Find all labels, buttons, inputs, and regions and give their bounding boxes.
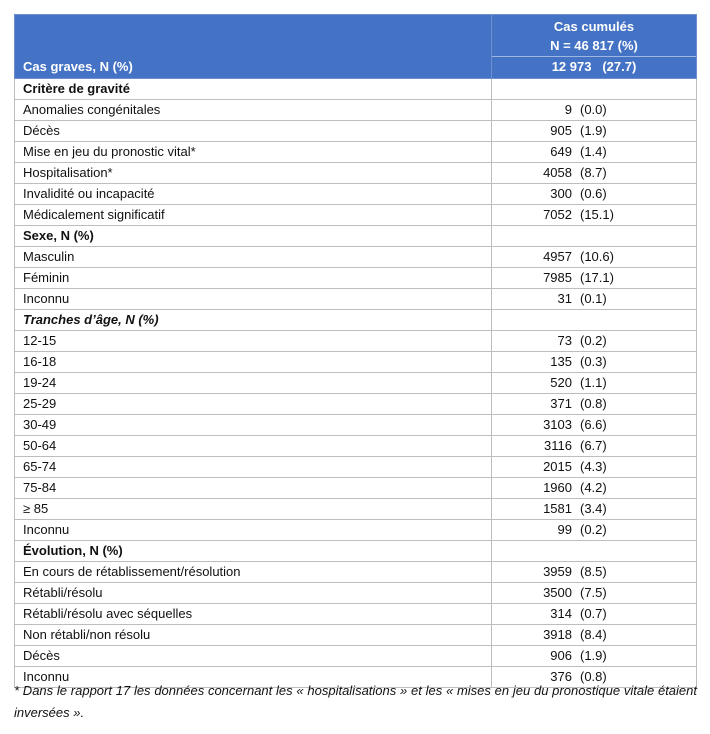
- row-percent: (3.4): [580, 501, 607, 516]
- table-row: [15, 331, 697, 352]
- row-count: 135: [550, 354, 572, 369]
- row-count: 314: [550, 606, 572, 621]
- row-label: 19-24: [15, 373, 492, 394]
- row-value-cell: [492, 436, 697, 457]
- row-label: 16-18: [15, 352, 492, 373]
- row-label: Inconnu: [15, 520, 492, 541]
- table-row: [15, 457, 697, 478]
- row-value-cell: [492, 394, 697, 415]
- row-value-cell: [492, 331, 697, 352]
- table-row: [15, 478, 697, 499]
- row-count: 300: [550, 186, 572, 201]
- table-row: [15, 499, 697, 520]
- header-value: 12 973: [551, 59, 592, 74]
- row-value-cell: [492, 646, 697, 667]
- row-value-cell: [492, 583, 697, 604]
- row-label: 50-64: [15, 436, 492, 457]
- table-row: [15, 394, 697, 415]
- row-count: 1581: [543, 501, 572, 516]
- row-label: Médicalement significatif: [15, 205, 492, 226]
- table-row: [15, 562, 697, 583]
- row-value-cell: [492, 457, 697, 478]
- row-percent: (1.1): [580, 375, 607, 390]
- row-value-cell: [492, 184, 697, 205]
- row-label: Rétabli/résolu avec séquelles: [15, 604, 492, 625]
- row-count: 906: [550, 648, 572, 663]
- header-pct: (27.7): [602, 59, 637, 74]
- header-row-label: Cas graves, N (%): [15, 15, 492, 79]
- row-percent: (7.5): [580, 585, 607, 600]
- section-header-row: [15, 310, 697, 331]
- table-row: [15, 352, 697, 373]
- table-row: [15, 520, 697, 541]
- row-count: 1960: [543, 480, 572, 495]
- row-label: Invalidité ou incapacité: [15, 184, 492, 205]
- table-row: [15, 142, 697, 163]
- row-label: 12-15: [15, 331, 492, 352]
- row-percent: (17.1): [580, 270, 614, 285]
- table-row: [15, 373, 697, 394]
- footnote: * Dans le rapport 17 les données concernant les « hospitalisations » et les « mises en jeu du pronostique vitale étaient inversées ».: [14, 683, 697, 720]
- row-count: 73: [557, 333, 572, 348]
- row-label: Féminin: [15, 268, 492, 289]
- row-label: Inconnu: [15, 667, 492, 688]
- row-label: Hospitalisation*: [15, 163, 492, 184]
- section-empty-cell: [492, 541, 697, 562]
- table-row: [15, 604, 697, 625]
- header-total-value: [492, 56, 696, 76]
- row-value-cell: [492, 604, 697, 625]
- table-row: [15, 289, 697, 310]
- row-label: Décès: [15, 646, 492, 667]
- row-count: 3500: [543, 585, 572, 600]
- row-percent: (0.8): [580, 669, 607, 684]
- row-percent: (0.0): [580, 102, 607, 117]
- row-percent: (6.7): [580, 438, 607, 453]
- row-value-cell: [492, 415, 697, 436]
- section-title: Sexe, N (%): [15, 226, 492, 247]
- row-label: Inconnu: [15, 289, 492, 310]
- row-percent: (0.6): [580, 186, 607, 201]
- section-title: Évolution, N (%): [15, 541, 492, 562]
- row-value-cell: [492, 289, 697, 310]
- table-row: [15, 436, 697, 457]
- section-empty-cell: [492, 79, 697, 100]
- table-row: [15, 247, 697, 268]
- header-cumulative-cell: [492, 15, 697, 79]
- row-percent: (1.9): [580, 648, 607, 663]
- row-count: 520: [550, 375, 572, 390]
- row-count: 3918: [543, 627, 572, 642]
- table-row: [15, 205, 697, 226]
- row-value-cell: [492, 373, 697, 394]
- row-value-cell: [492, 562, 697, 583]
- row-value-cell: [492, 205, 697, 226]
- row-percent: (0.7): [580, 606, 607, 621]
- table-row: [15, 268, 697, 289]
- table-row: [15, 163, 697, 184]
- row-value-cell: [492, 520, 697, 541]
- row-percent: (10.6): [580, 249, 614, 264]
- row-count: 4058: [543, 165, 572, 180]
- row-percent: (0.8): [580, 396, 607, 411]
- table-row: [15, 625, 697, 646]
- row-count: 99: [557, 522, 572, 537]
- row-count: 9: [564, 102, 572, 117]
- section-header-row: [15, 541, 697, 562]
- row-value-cell: [492, 268, 697, 289]
- row-label: Anomalies congénitales: [15, 100, 492, 121]
- section-title: Tranches d’âge, N (%): [15, 310, 492, 331]
- row-value-cell: [492, 352, 697, 373]
- row-percent: (8.4): [580, 627, 607, 642]
- row-percent: (0.3): [580, 354, 607, 369]
- row-percent: (8.7): [580, 165, 607, 180]
- row-label: En cours de rétablissement/résolution: [15, 562, 492, 583]
- table-row: [15, 100, 697, 121]
- section-header-row: [15, 79, 697, 100]
- section-empty-cell: [492, 310, 697, 331]
- row-count: 905: [550, 123, 572, 138]
- row-label: 30-49: [15, 415, 492, 436]
- row-percent: (0.2): [580, 333, 607, 348]
- table-row: [15, 121, 697, 142]
- row-percent: (8.5): [580, 564, 607, 579]
- row-label: ≥ 85: [15, 499, 492, 520]
- row-count: 7985: [543, 270, 572, 285]
- row-value-cell: [492, 247, 697, 268]
- section-header-row: [15, 226, 697, 247]
- row-count: 371: [550, 396, 572, 411]
- row-count: 649: [550, 144, 572, 159]
- row-label: Décès: [15, 121, 492, 142]
- section-title: Critère de gravité: [15, 79, 492, 100]
- table-row: [15, 184, 697, 205]
- row-label: 65-74: [15, 457, 492, 478]
- row-count: 7052: [543, 207, 572, 222]
- row-value-cell: [492, 142, 697, 163]
- row-count: 2015: [543, 459, 572, 474]
- row-label: 25-29: [15, 394, 492, 415]
- table-row: [15, 646, 697, 667]
- row-label: Mise en jeu du pronostic vital*: [15, 142, 492, 163]
- row-percent: (0.2): [580, 522, 607, 537]
- row-count: 376: [550, 669, 572, 684]
- row-label: Non rétabli/non résolu: [15, 625, 492, 646]
- table-row: [15, 415, 697, 436]
- severe-cases-table: [14, 14, 697, 688]
- row-percent: (6.6): [580, 417, 607, 432]
- row-value-cell: [492, 163, 697, 184]
- row-count: 3116: [544, 438, 572, 453]
- row-label: Rétabli/résolu: [15, 583, 492, 604]
- row-value-cell: [492, 625, 697, 646]
- row-count: 4957: [543, 249, 572, 264]
- row-label: Masculin: [15, 247, 492, 268]
- row-percent: (4.2): [580, 480, 607, 495]
- header-col-title: Cas cumulés: [553, 19, 635, 34]
- row-label: 75-84: [15, 478, 492, 499]
- table-row: [15, 583, 697, 604]
- row-percent: (1.9): [580, 123, 607, 138]
- row-percent: (4.3): [580, 459, 607, 474]
- row-value-cell: [492, 100, 697, 121]
- table-header-row: [15, 15, 697, 79]
- row-count: 31: [557, 291, 572, 306]
- row-value-cell: [492, 478, 697, 499]
- section-empty-cell: [492, 226, 697, 247]
- row-percent: (0.1): [580, 291, 607, 306]
- header-col-total: N = 46 817 (%): [550, 38, 638, 53]
- row-value-cell: [492, 499, 697, 520]
- row-percent: (1.4): [580, 144, 607, 159]
- row-percent: (15.1): [580, 207, 614, 222]
- row-value-cell: [492, 121, 697, 142]
- row-count: 3103: [543, 417, 572, 432]
- row-count: 3959: [543, 564, 572, 579]
